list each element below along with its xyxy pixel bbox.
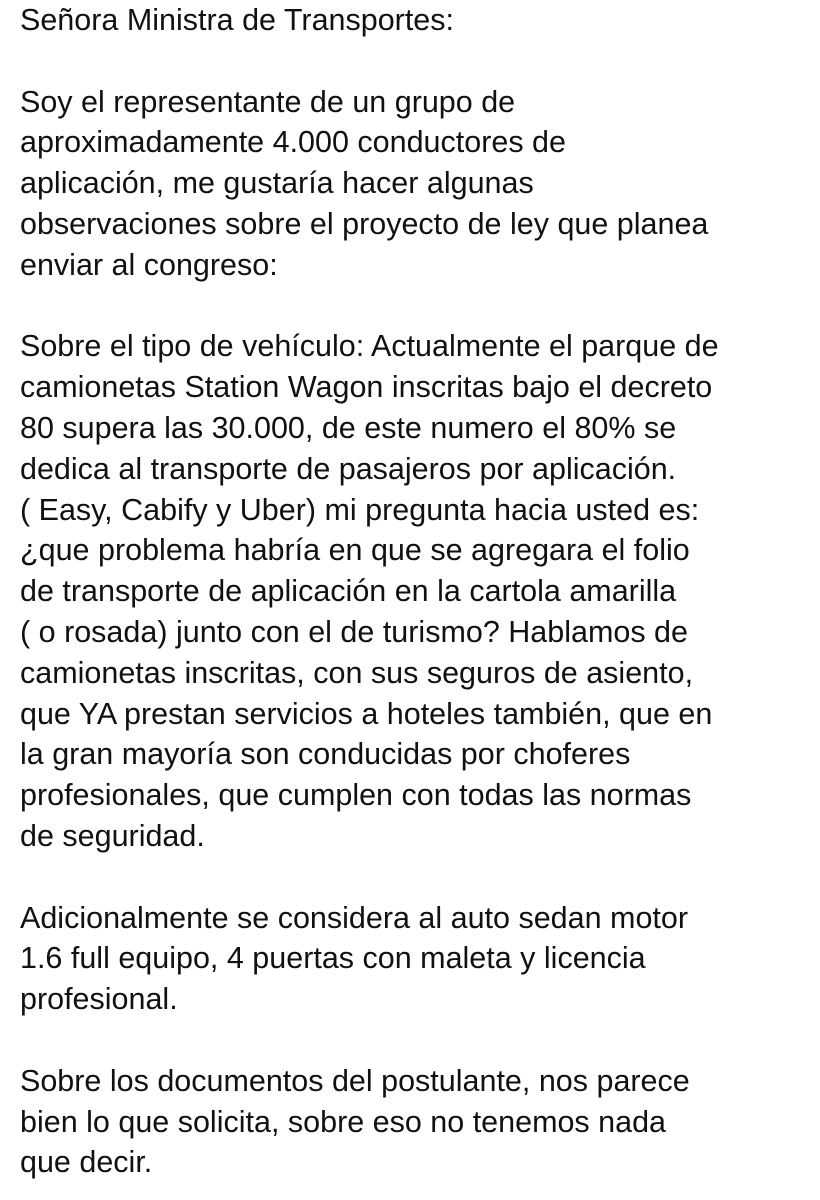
text-line: camionetas inscritas, con sus seguros de asiento,: [20, 655, 694, 690]
paragraph-intro: [20, 82, 810, 286]
text-line: camionetas Station Wagon inscritas bajo el decreto: [20, 370, 713, 405]
text-line: ¿que problema habría en que se agregara el folio: [20, 533, 690, 568]
text-line: dedica al transporte de pasajeros por aplicación.: [20, 451, 677, 486]
salutation: Señora Ministra de Transportes:: [20, 3, 454, 37]
text-line: Adicionalmente se considera al auto sedan motor: [20, 900, 689, 935]
text-line: que YA prestan servicios a hoteles también, que en: [20, 696, 713, 731]
paragraph-vehicle-type: [20, 326, 810, 856]
text-line: aplicación, me gustaría hacer algunas: [20, 166, 534, 201]
text-line: 80 supera las 30.000, de este numero el 80% se: [20, 410, 677, 445]
text-line: la gran mayoría son conducidas por choferes: [20, 737, 631, 772]
text-line: 1.6 full equipo, 4 puertas con maleta y licencia: [20, 941, 646, 976]
text-line: Sobre el tipo de vehículo: Actualmente el parque de: [20, 329, 719, 364]
text-line: ( o rosada) junto con el de turismo? Hablamos de: [20, 614, 688, 649]
paragraph-gap: [20, 1020, 810, 1061]
paragraph-gap: [20, 857, 810, 898]
paragraph-sedan: [20, 898, 810, 1020]
text-line: profesional.: [20, 982, 178, 1017]
paragraph-gap: [20, 286, 810, 327]
text-line: aproximadamente 4.000 conductores de: [20, 125, 566, 160]
text-line: ( Easy, Cabify y Uber) mi pregunta hacia usted es:: [20, 492, 700, 527]
text-line: observaciones sobre el proyecto de ley que planea: [20, 206, 709, 241]
paragraph-gap: [20, 41, 810, 82]
letter-body: [20, 0, 810, 1183]
text-line: de seguridad.: [20, 818, 205, 853]
text-line: bien lo que solicita, sobre eso no tenemos nada: [20, 1104, 667, 1139]
text-line: que decir.: [20, 1145, 153, 1180]
text-line: Soy el representante de un grupo de: [20, 84, 516, 119]
text-line: Sobre los documentos del postulante, nos parece: [20, 1063, 690, 1098]
paragraph-documents: [20, 1061, 810, 1183]
text-line: enviar al congreso:: [20, 247, 278, 282]
text-line: profesionales, que cumplen con todas las normas: [20, 778, 692, 813]
text-line: de transporte de aplicación en la cartola amarilla: [20, 574, 677, 609]
